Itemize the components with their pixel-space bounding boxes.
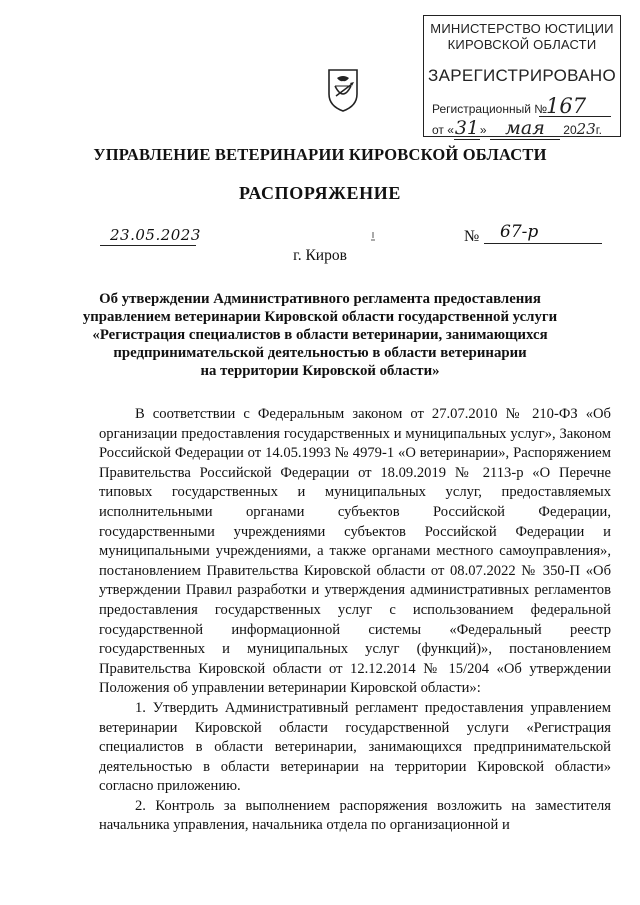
city-label: г. Киров <box>293 247 347 264</box>
subject-line: управлением ветеринарии Кировской области государственной услуги <box>82 309 558 325</box>
subject-line: Об утверждении Административного регламента предоставления <box>99 291 541 307</box>
stamp-ministry-line: МИНИСТЕРСТВО ЮСТИЦИИ <box>430 21 614 36</box>
subject-line: на территории Кировской области» <box>200 363 440 379</box>
document-number: 67-р <box>500 222 539 242</box>
number-underline <box>484 243 602 244</box>
coat-of-arms-icon <box>326 68 360 112</box>
stamp-date-year-prefix: 20 <box>563 123 577 137</box>
stamp-date-year: 23 <box>576 120 596 138</box>
number-sign: № <box>464 228 480 245</box>
registration-stamp <box>423 15 621 137</box>
date-underline <box>100 245 196 246</box>
stamp-number-label: Регистрационный № <box>432 102 548 116</box>
subject-line: «Регистрация специалистов в области ветеринарии, занимающихся <box>92 327 548 343</box>
document-type-heading: РАСПОРЯЖЕНИЕ <box>239 183 401 203</box>
document-body <box>99 405 611 836</box>
stamp-number-handwritten: 167 <box>546 94 587 118</box>
pen-mark-icon <box>369 232 377 242</box>
stamp-date-suffix: г. <box>595 123 602 137</box>
subject-line: предпринимательской деятельностью в области ветеринарии <box>113 345 527 361</box>
stamp-date-mid: » <box>479 123 487 137</box>
stamp-date-row <box>432 117 602 140</box>
preamble-paragraph: В соответствии с Федеральным законом от 27.07.2010 № 210-ФЗ «Об организации предоставления государственных и муниципальных услуг», Законом Российской Федерации от 14.05.1993 № 4979-1 «О ветеринарии», Распоряжением Правительства Российской Федерации от 18.09.2019 № 2113-р «О Перечне типовых государственных и муниципальных услуг, предоставляемых исполнительными органами субъектов Российской Федерации, государственными учреждениями субъектов Российской Федерации и муниципальными учреждениями, а также органами местного самоуправления», постановлением Правительства Кировской области от 08.07.2022 № 350-П «Об утверждении Правил разработки и утверждения административных регламентов предоставления государственных услуг с использованием федеральной государственной информационной системы «Федеральный реестр государственных и муниципальных услуг (функций)», постановлением Правительства Кировской области от 12.12.2014 № 15/204 «Об утверждении Положения об управлении ветеринарии Кировской области»: <box>99 406 611 697</box>
clause-2-paragraph: 2. Контроль за выполнением распоряжения возложить на заместителя начальника управления, начальника отдела по организационной и <box>99 797 611 834</box>
issuing-organization-title: УПРАВЛЕНИЕ ВЕТЕРИНАРИИ КИРОВСКОЙ ОБЛАСТИ <box>93 145 547 164</box>
stamp-registered-label: ЗАРЕГИСТРИРОВАНО <box>428 66 616 85</box>
stamp-date-day: 31 <box>454 117 480 139</box>
document-date: 23.05.2023 <box>110 226 201 244</box>
document-subject <box>80 290 560 380</box>
stamp-date-month: мая <box>490 117 560 140</box>
clause-1-paragraph: 1. Утвердить Административный регламент предоставления управлением ветеринарии Кировской области государственной услуги «Регистрация специалистов в области ветеринарии, занимающихся предпринимательской деятельностью в области ветеринарии на территории Кировской области» согласно приложению. <box>99 699 611 795</box>
stamp-region-line: КИРОВСКОЙ ОБЛАСТИ <box>447 37 597 52</box>
stamp-date-prefix: от « <box>432 123 454 137</box>
